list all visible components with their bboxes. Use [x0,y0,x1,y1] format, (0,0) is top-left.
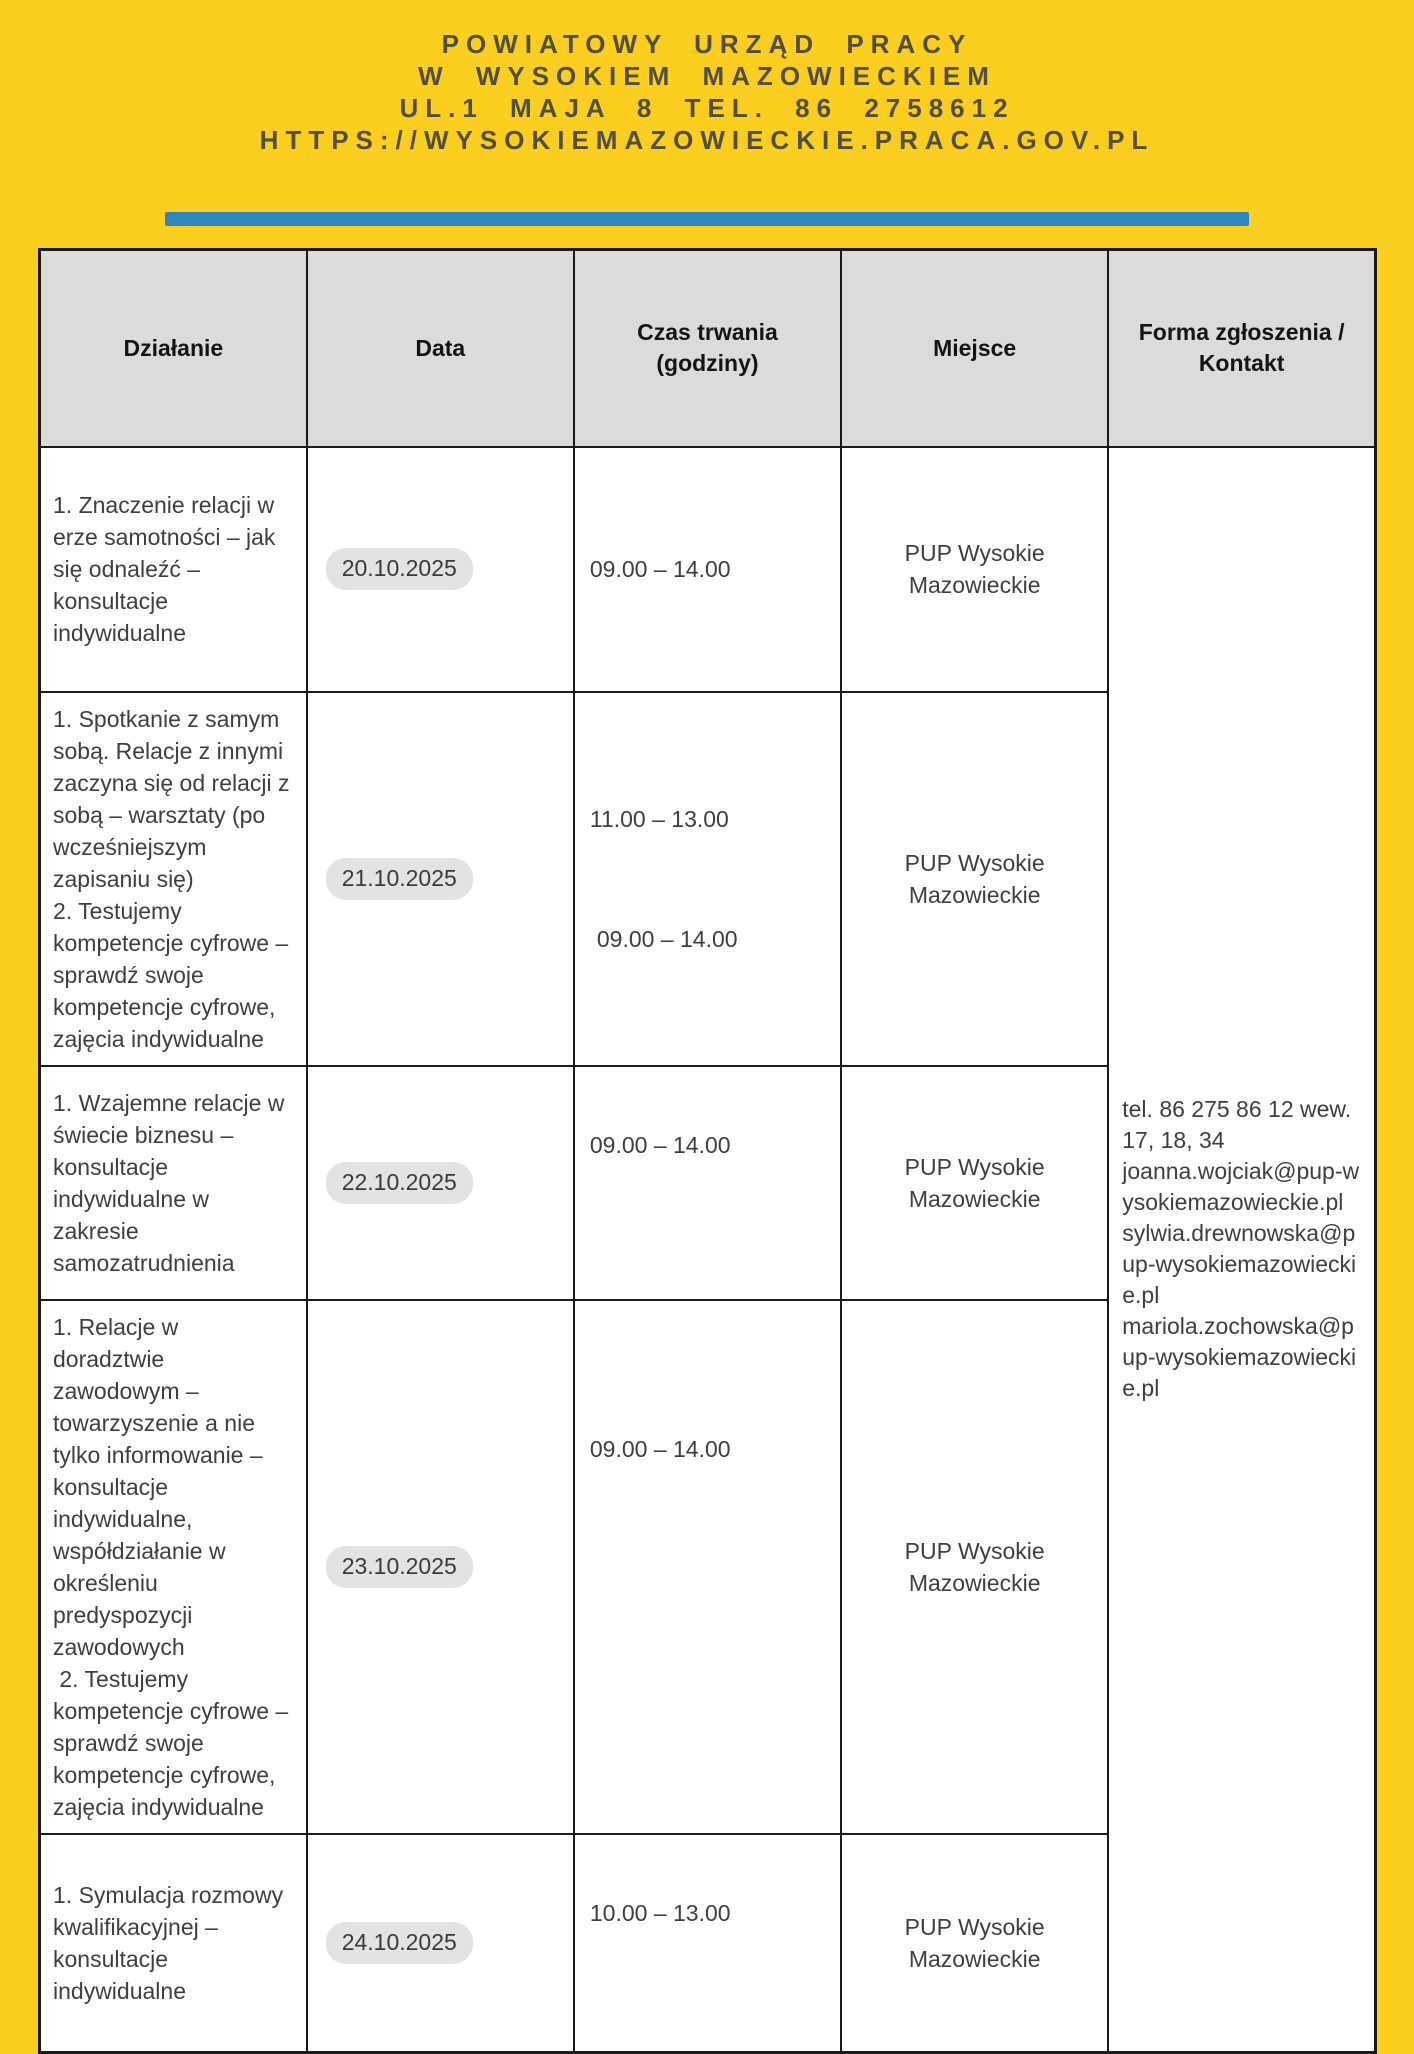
activity-cell [40,447,307,692]
time-value: 09.00 – 14.00 [589,1435,731,1462]
date-pill: 23.10.2025 [326,1546,473,1588]
date-pill: 21.10.2025 [326,858,473,900]
activity-cell [40,1834,307,2053]
activity-cell [40,1066,307,1300]
date-pill: 24.10.2025 [326,1922,473,1964]
date-cell [307,692,574,1066]
column-header-activity: Działanie [40,250,307,447]
date-pill: 22.10.2025 [326,1162,473,1204]
contact-email: joanna.wojciak@pup-wysokiemazowieckie.pl [1122,1158,1360,1216]
activity-cell [40,1300,307,1834]
divider-bar [165,212,1249,226]
time-cell [574,1066,841,1300]
activity-text: 1. Relacje w doradztwie zawodowym – towarzyszenie a nie tylko informowanie – konsultacje indywidualne, współdziałanie w określeniu predyspozycji zawodowych [53,1313,270,1660]
place-cell [841,447,1108,692]
contact-cell [1108,447,1375,2053]
table-header-row [40,250,1376,447]
schedule-table [38,248,1377,2054]
org-name-line-1: POWIATOWY URZĄD PRACY [441,29,973,59]
table-row [40,447,1376,692]
place-cell [841,1300,1108,1834]
time-value: 10.00 – 13.00 [589,1899,731,1926]
org-address-line: UL.1 MAJA 8 TEL. 86 2758612 [399,93,1015,123]
column-header-contact [1108,250,1375,447]
date-cell [307,1066,574,1300]
date-pill: 20.10.2025 [326,548,473,590]
contact-email: mariola.zochowska@pup-wysokiemazowieckie.pl [1122,1313,1357,1402]
contact-phone: tel. 86 275 86 12 wew. 17, 18, 34 [1122,1096,1352,1154]
time-value: 11.00 – 13.00 [589,805,729,832]
org-header [0,0,1414,156]
activity-text: 1. Wzajemne relacje w świecie biznesu – konsultacje indywidualne w zakresie samozatrudnienia [53,1089,291,1276]
place-text: PUP Wysokie Mazowieckie [904,1153,1045,1212]
column-header-date: Data [307,250,574,447]
time-cell [574,1300,841,1834]
column-header-duration-label: Czas trwania (godziny) [637,319,778,377]
org-website-line: HTTPS://WYSOKIEMAZOWIECKIE.PRACA.GOV.PL [259,125,1155,155]
activity-text: 2. Testujemy kompetencje cyfrowe – sprawdź swoje kompetencje cyfrowe, zajęcia indywidualne [53,897,295,1052]
place-text: PUP Wysokie Mazowieckie [904,1537,1045,1596]
place-text: PUP Wysokie Mazowieckie [904,540,1045,598]
org-name-line-2: W WYSOKIEM MAZOWIECKIEM [418,61,996,91]
place-cell [841,1066,1108,1300]
activity-text: 1. Znaczenie relacji w erze samotności – jak się odnaleźć – konsultacje indywidualne [53,492,282,646]
activity-cell [40,692,307,1066]
column-header-duration [574,250,841,447]
time-cell [574,692,841,1066]
time-cell [574,1834,841,2053]
date-cell [307,1300,574,1834]
place-cell [841,1834,1108,2053]
column-header-place: Miejsce [841,250,1108,447]
time-value: 09.00 – 14.00 [596,925,738,952]
activity-text: 1. Symulacja rozmowy kwalifikacyjnej – konsultacje indywidualne [53,1881,290,2004]
time-value: 09.00 – 14.00 [589,556,731,582]
column-header-contact-label: Forma zgłoszenia / Kontakt [1138,319,1345,377]
place-cell [841,692,1108,1066]
time-value: 09.00 – 14.00 [589,1131,731,1158]
date-cell [307,1834,574,2053]
date-cell [307,447,574,692]
place-text: PUP Wysokie Mazowieckie [904,1913,1045,1972]
activity-text: 1. Spotkanie z samym sobą. Relacje z innymi zaczyna się od relacji z sobą – warsztaty (po wcześniejszym zapisaniu się) [53,705,296,892]
place-text: PUP Wysokie Mazowieckie [904,849,1045,908]
time-cell [574,447,841,692]
activity-text: 2. Testujemy kompetencje cyfrowe – sprawdź swoje kompetencje cyfrowe, zajęcia indywidualne [53,1665,295,1820]
contact-email: sylwia.drewnowska@pup-wysokiemazowieckie.pl [1122,1220,1357,1309]
